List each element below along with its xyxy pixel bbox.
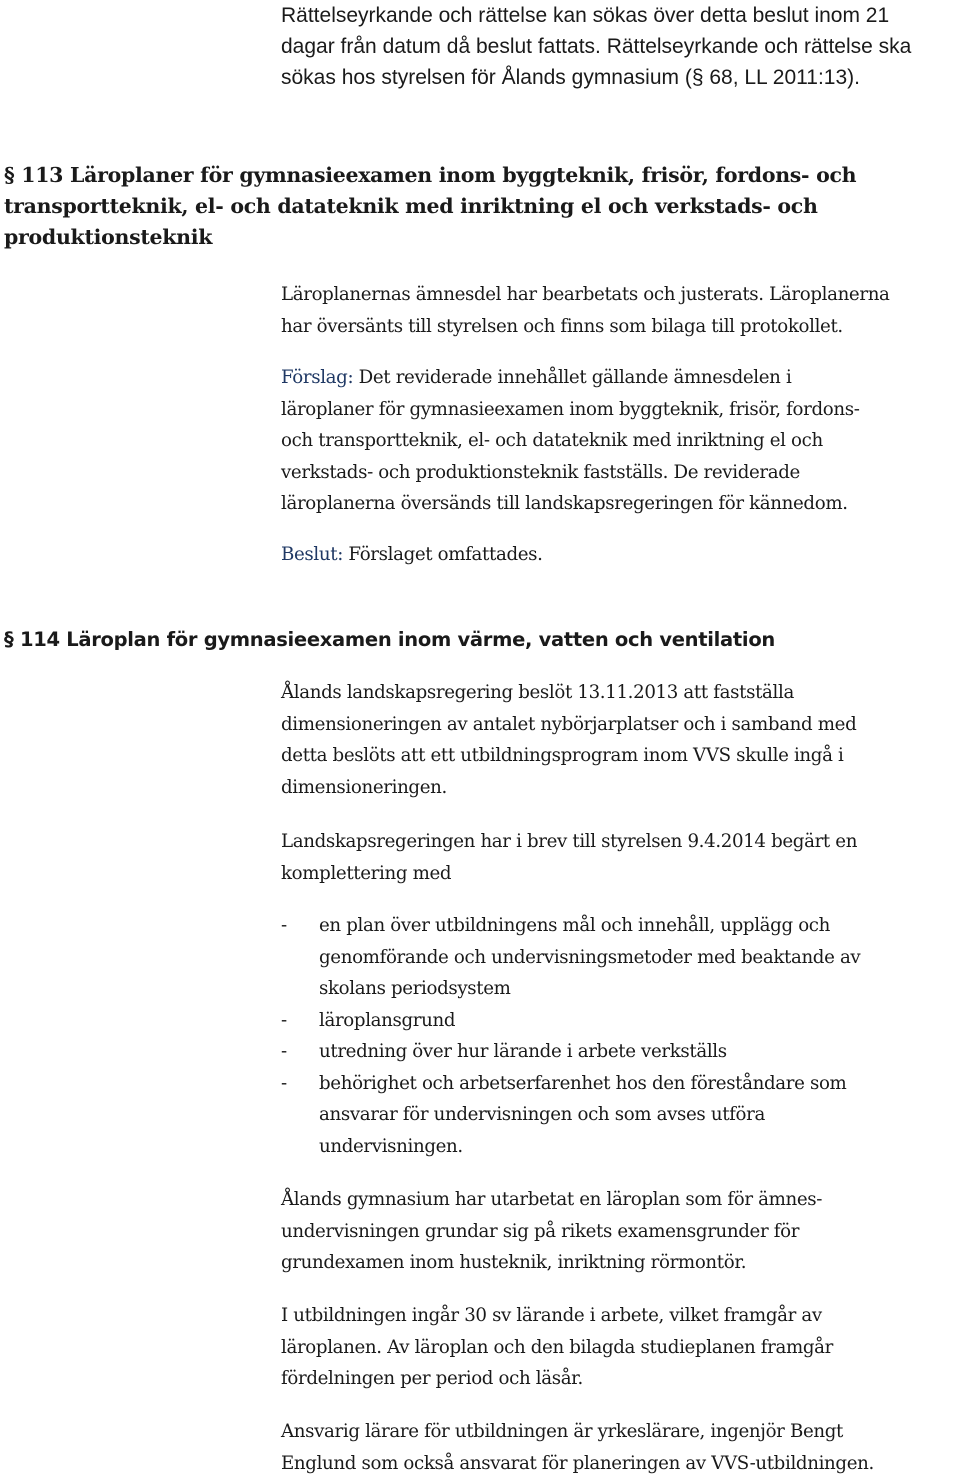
proposal-text: Det reviderade innehållet gällande ämnesdelen i [353, 367, 792, 388]
paragraph-line: fördelningen per period och läsår. [281, 1368, 583, 1389]
paragraph-line: undervisningen grundar sig på rikets examensgrunder för [281, 1220, 800, 1242]
list-item-line: ansvarar för undervisningen och som avses utföra [319, 1104, 765, 1125]
list-item [281, 1005, 957, 1037]
paragraph-line: läroplaner för gymnasieexamen inom byggteknik, frisör, fordons- [281, 398, 860, 420]
paragraph-line: komplettering med [281, 862, 452, 884]
decision-line [281, 539, 957, 571]
decision-label: Beslut: [281, 544, 343, 565]
section-114-paragraph-3 [281, 1184, 957, 1279]
paragraph-line: verkstads- och produktionsteknik fastställs. De reviderade [281, 461, 800, 483]
section-114-paragraph-4 [281, 1300, 957, 1395]
paragraph-line: dimensioneringen av antalet nybörjarplatser och i samband med [281, 713, 857, 735]
paragraph-line: Ansvarig lärare för utbildningen är yrkeslärare, ingenjör Bengt [281, 1421, 843, 1442]
section-114-paragraph-1 [281, 677, 957, 803]
section-114-paragraph-2 [281, 826, 957, 889]
list-item-line: utredning över hur lärande i arbete verkställs [319, 1041, 727, 1062]
section-113-heading [4, 160, 904, 253]
list-item-line: läroplansgrund [319, 1009, 456, 1031]
paragraph-line: Landskapsregeringen har i brev till styrelsen 9.4.2014 begärt en [281, 831, 858, 852]
paragraph-line: och transportteknik, el- och datateknik med inriktning el och [281, 430, 823, 451]
bullet-dash: - [281, 1009, 287, 1031]
proposal-label: Förslag: [281, 367, 354, 388]
appeal-notice-line: dagar från datum då beslut fattats. Rättelseyrkande och rättelse ska [281, 35, 912, 58]
list-item-line: skolans periodsystem [319, 978, 511, 999]
appeal-notice-line: Rättelseyrkande och rättelse kan sökas över detta beslut inom 21 [281, 4, 890, 27]
bullet-dash: - [281, 1041, 287, 1062]
appeal-notice-line: sökas hos styrelsen för Ålands gymnasium (§ 68, LL 2011:13). [281, 66, 860, 89]
section-114-heading [4, 624, 904, 655]
paragraph-line: Läroplanernas ämnesdel har bearbetats och justerats. Läroplanerna [281, 284, 890, 305]
heading-line: § 113 Läroplaner för gymnasieexamen inom byggteknik, frisör, fordons- och [4, 163, 857, 187]
proposal-first-line [281, 362, 957, 394]
list-item [281, 1036, 957, 1068]
paragraph-line: I utbildningen ingår 30 sv lärande i arbete, vilket framgår av [281, 1305, 822, 1326]
heading-line: transportteknik, el- och datateknik med inriktning el och verkstads- och [4, 194, 818, 218]
appeal-notice [281, 0, 941, 93]
list-item-line: undervisningen. [319, 1135, 463, 1157]
list-item-line: en plan över utbildningens mål och innehåll, upplägg och [319, 915, 830, 936]
heading-line: § 114 Läroplan för gymnasieexamen inom värme, vatten och ventilation [4, 628, 775, 651]
list-item-line: genomförande och undervisningsmetoder med beaktande av [319, 946, 861, 968]
paragraph-line: detta beslöts att ett utbildningsprogram inom VVS skulle ingå i [281, 745, 844, 766]
section-113-proposal [281, 362, 957, 520]
heading-line: produktionsteknik [4, 225, 213, 249]
paragraph-line: läroplanen. Av läroplan och den bilagda studieplanen framgår [281, 1336, 834, 1358]
paragraph-line: Ålands landskapsregering beslöt 13.11.2013 att fastställa [281, 682, 794, 703]
paragraph-line: dimensioneringen. [281, 776, 447, 798]
bullet-dash: - [281, 1072, 287, 1094]
list-item-line: behörighet och arbetserfarenhet hos den föreståndare som [319, 1072, 847, 1094]
paragraph-line: grundexamen inom husteknik, inriktning rörmontör. [281, 1252, 747, 1273]
section-113-decision [281, 539, 957, 571]
list-item [281, 910, 957, 1005]
section-113-description [281, 279, 957, 342]
paragraph-line: Ålands gymnasium har utarbetat en läroplan som för ämnes- [281, 1189, 823, 1210]
requirements-list [281, 910, 957, 1162]
list-item [281, 1068, 957, 1163]
section-114-paragraph-5 [281, 1416, 957, 1479]
decision-text: Förslaget omfattades. [342, 544, 543, 565]
paragraph-line: Englund som också ansvarat för planeringen av VVS-utbildningen. [281, 1452, 874, 1474]
bullet-dash: - [281, 915, 287, 936]
paragraph-line: har översänts till styrelsen och finns som bilaga till protokollet. [281, 315, 843, 337]
paragraph-line: läroplanerna översänds till landskapsregeringen för kännedom. [281, 493, 848, 514]
